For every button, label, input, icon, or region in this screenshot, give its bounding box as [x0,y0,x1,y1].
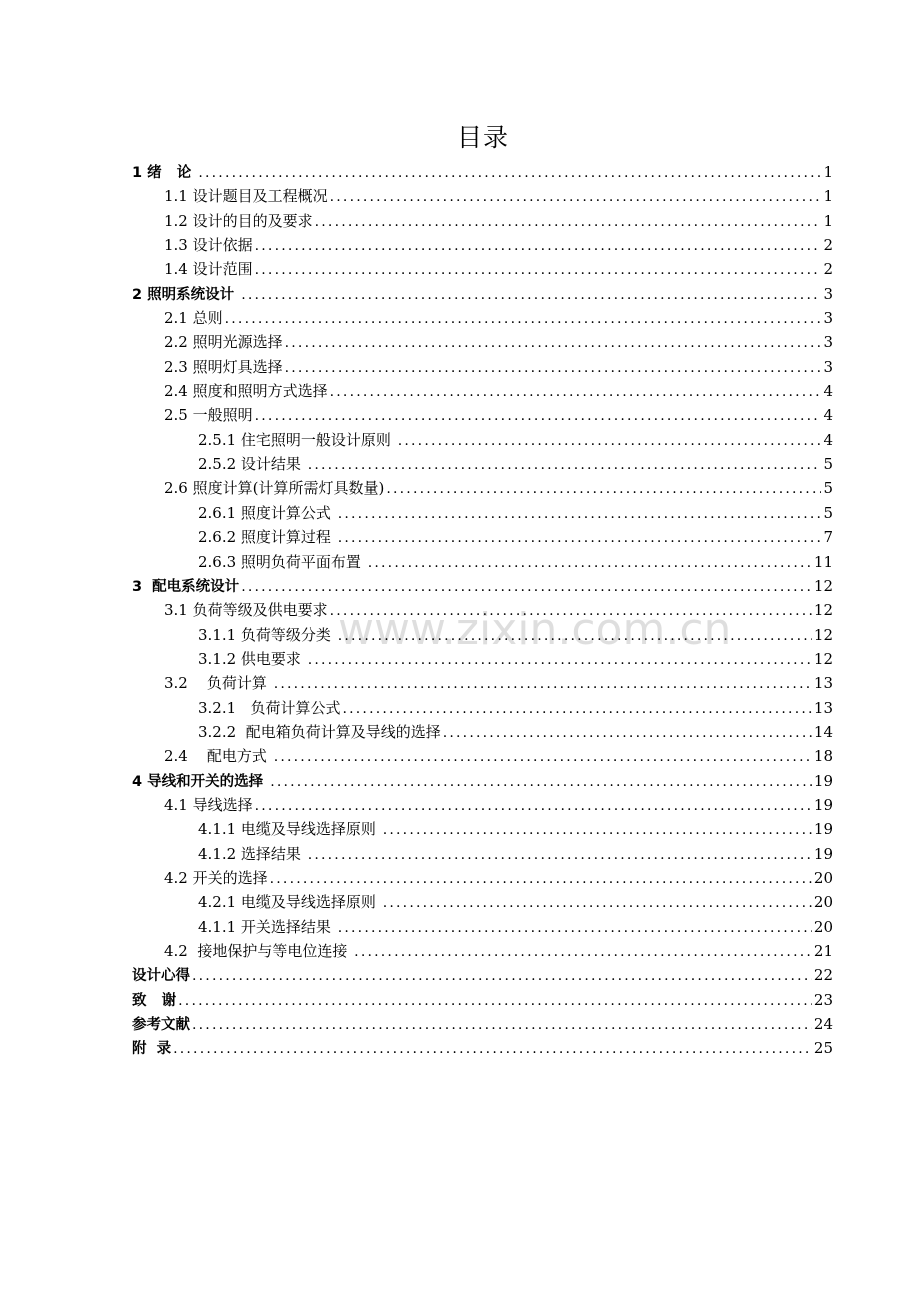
toc-title: 目录 [456,123,509,152]
toc-entry[interactable] [130,574,833,598]
toc-page-number: 12 [813,601,833,620]
toc-entry[interactable] [130,988,833,1012]
toc-entry-label: 4.1.2 选择结果 [198,844,306,863]
toc-entry[interactable] [130,671,833,695]
toc-entry[interactable] [130,793,833,817]
toc-dot-leader [383,891,812,914]
toc-page-number: 12 [813,576,833,595]
table-of-contents [130,160,833,1061]
toc-dot-leader [198,161,821,184]
toc-entry-label: 1.3 设计依据 [164,236,253,255]
toc-entry-label: 4.1.1 开关选择结果 [198,917,336,936]
toc-entry-label: 3 配电系统设计 [132,578,240,595]
toc-entry-label: 3.2.2 配电箱负荷计算及导线的选择 [198,722,441,741]
toc-page-number: 19 [813,795,833,814]
toc-entry-label: 4.1.1 电缆及导线选择原则 [198,820,381,839]
toc-page-number: 12 [813,625,833,644]
toc-entry[interactable] [130,428,833,452]
toc-entry[interactable] [130,769,833,793]
toc-entry[interactable] [130,452,833,476]
toc-entry-label: 4.2.1 电缆及导线选择原则 [198,893,381,912]
toc-page-number: 3 [823,333,833,352]
toc-dot-leader [338,502,821,525]
toc-entry[interactable] [130,209,833,233]
toc-dot-leader [241,283,821,306]
toc-entry[interactable] [130,525,833,549]
toc-entry-label: 2.4 照度和照明方式选择 [164,382,328,401]
toc-entry[interactable] [130,817,833,841]
toc-dot-leader [330,185,821,208]
toc-entry-label: 2.6.3 照明负荷平面布置 [198,552,366,571]
toc-entry-label: 1 绪 论 [132,165,197,181]
toc-page-number: 2 [823,260,833,279]
toc-entry-label: 1.1 设计题目及工程概况 [164,187,328,206]
toc-entry[interactable] [130,184,833,208]
toc-dot-leader [443,721,812,744]
toc-entry-label: 4 导线和开关的选择 [132,773,269,790]
toc-page-number: 11 [813,552,833,571]
toc-page-number: 24 [813,1015,833,1034]
toc-entry-label: 附 录 [132,1041,172,1058]
toc-entry[interactable] [130,842,833,866]
toc-entry[interactable] [130,1036,833,1060]
toc-dot-leader [241,575,812,598]
toc-entry-label: 2.5.2 设计结果 [198,455,306,474]
toc-page-number: 20 [813,868,833,887]
toc-dot-leader [225,307,821,330]
toc-dot-leader [386,477,821,500]
toc-entry-label: 4.2 开关的选择 [164,868,268,887]
toc-entry[interactable] [130,939,833,963]
toc-entry[interactable] [130,403,833,427]
toc-entry-label: 1.2 设计的目的及要求 [164,211,313,230]
toc-dot-leader [330,380,821,403]
toc-entry-label: 设计心得 [132,968,190,985]
toc-entry-label: 2.5 一般照明 [164,406,253,425]
toc-entry-label: 1.4 设计范围 [164,260,253,279]
toc-dot-leader [178,989,812,1012]
toc-page-number: 2 [823,236,833,255]
toc-entry[interactable] [130,233,833,257]
toc-page-number: 4 [823,382,833,401]
toc-page-number: 5 [823,455,833,474]
toc-entry[interactable] [130,720,833,744]
toc-page-number: 4 [823,430,833,449]
toc-entry-label: 致 谢 [132,992,177,1009]
toc-dot-leader [285,356,821,379]
toc-entry[interactable] [130,306,833,330]
toc-entry-label: 3.2.1 负荷计算公式 [198,698,341,717]
toc-dot-leader [192,1013,812,1036]
toc-page-number: 21 [813,942,833,960]
toc-dot-leader [274,745,812,768]
toc-entry-label: 4.2 接地保护与等电位连接 [164,942,353,960]
toc-dot-leader [274,672,812,695]
toc-entry[interactable] [130,501,833,525]
toc-entry[interactable] [130,257,833,281]
toc-page-number: 19 [813,844,833,863]
toc-dot-leader [308,843,812,866]
toc-page-number: 3 [823,284,833,303]
toc-dot-leader [315,210,821,233]
toc-dot-leader [368,551,812,574]
toc-page-number: 12 [813,649,833,668]
toc-dot-leader [308,648,812,671]
toc-page-number: 14 [813,722,833,741]
toc-entry-label: 2.4 配电方式 [164,747,272,766]
toc-entry-label: 4.1 导线选择 [164,795,253,814]
toc-entry-label: 3.1 负荷等级及供电要求 [164,601,328,620]
toc-dot-leader [255,234,821,257]
toc-page-number: 19 [813,820,833,839]
toc-entry-label: 2.6.1 照度计算公式 [198,503,336,522]
toc-entry-label: 参考文献 [132,1017,190,1034]
toc-entry[interactable] [130,160,833,184]
toc-dot-leader [173,1037,812,1060]
toc-page-number: 20 [813,893,833,912]
toc-dot-leader [308,453,821,476]
toc-dot-leader [383,818,812,841]
toc-dot-leader [192,964,812,987]
toc-page-number: 20 [813,917,833,936]
toc-entry-label: 2.5.1 住宅照明一般设计原则 [198,430,396,449]
toc-page-number: 18 [813,747,833,766]
toc-entry-label: 2.6 照度计算(计算所需灯具数量) [164,479,385,498]
toc-entry[interactable] [130,890,833,914]
toc-dot-leader [398,429,821,452]
toc-entry[interactable] [130,355,833,379]
toc-page-number: 3 [823,309,833,328]
toc-entry-label: 3.2 负荷计算 [164,674,272,693]
toc-entry[interactable] [130,623,833,647]
toc-page-number: 13 [813,674,833,693]
toc-entry[interactable] [130,647,833,671]
toc-page-number: 5 [823,479,833,498]
toc-entry[interactable] [130,476,833,500]
toc-page-number: 22 [813,966,833,985]
toc-dot-leader [270,770,812,793]
toc-page-number: 1 [823,163,833,181]
toc-page-number: 19 [813,771,833,790]
toc-dot-leader [338,624,812,647]
toc-entry-label: 3.1.1 负荷等级分类 [198,625,336,644]
toc-page-number: 23 [813,990,833,1009]
toc-entry[interactable] [130,744,833,768]
toc-page-number: 5 [823,503,833,522]
toc-entry[interactable] [130,282,833,306]
toc-entry[interactable] [130,696,833,720]
toc-page-number: 1 [823,211,833,230]
toc-entry-label: 2.6.2 照度计算过程 [198,528,336,547]
toc-entry[interactable] [130,330,833,354]
toc-entry-label: 2.3 照明灯具选择 [164,357,283,376]
toc-entry-label: 2 照明系统设计 [132,286,240,303]
toc-entry[interactable] [130,866,833,890]
toc-entry[interactable] [130,379,833,403]
toc-dot-leader [285,331,821,354]
toc-entry[interactable] [130,550,833,574]
toc-dot-leader [255,258,821,281]
toc-dot-leader [270,867,812,890]
toc-dot-leader [255,794,812,817]
toc-dot-leader [255,404,821,427]
watermark: www.zixin.com.cn [338,604,732,655]
toc-page-number: 1 [823,187,833,206]
toc-entry[interactable] [130,963,833,987]
toc-dot-leader [338,916,812,939]
toc-page-number: 25 [813,1039,833,1058]
toc-page-number: 3 [823,357,833,376]
toc-dot-leader [338,526,821,549]
toc-entry-label: 2.1 总则 [164,309,223,328]
toc-entry[interactable] [130,915,833,939]
toc-entry[interactable] [130,1012,833,1036]
toc-entry-label: 2.2 照明光源选择 [164,333,283,352]
toc-page-number: 13 [813,698,833,717]
toc-page-number: 7 [823,528,833,547]
toc-entry[interactable] [130,598,833,622]
toc-dot-leader [354,940,812,963]
toc-entry-label: 3.1.2 供电要求 [198,649,306,668]
toc-dot-leader [330,599,812,622]
toc-dot-leader [342,697,811,720]
toc-page-number: 4 [823,406,833,425]
